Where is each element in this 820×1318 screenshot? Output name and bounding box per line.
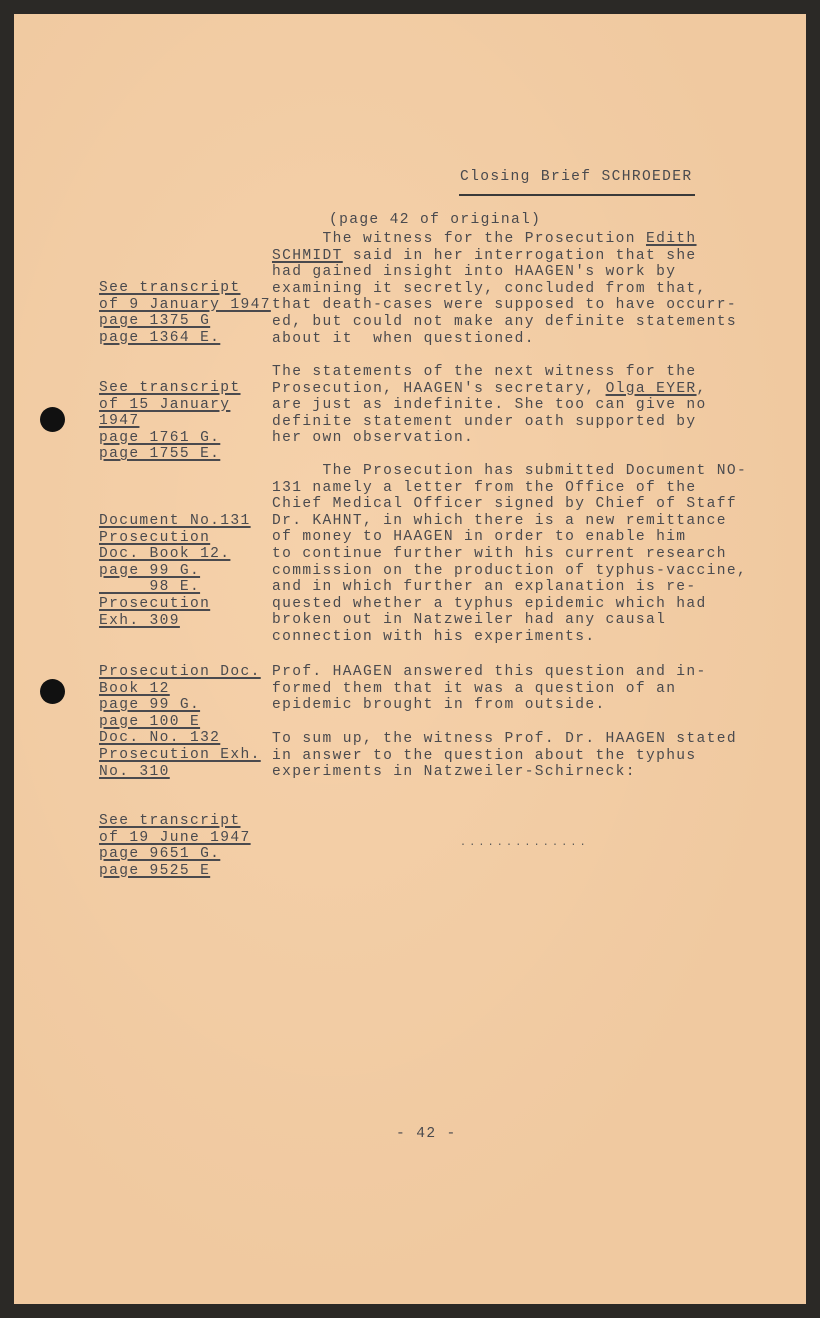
reference-line: page 1761 G. (99, 429, 221, 446)
text-line (272, 281, 737, 298)
text-line (272, 546, 747, 563)
text-line (272, 596, 747, 613)
text-line (272, 248, 737, 265)
text-segment: said in her interrogation that she (342, 247, 697, 264)
text-segment: about it when questioned. (272, 330, 535, 347)
text-line (272, 331, 737, 348)
text-line (272, 764, 737, 781)
text-segment: are just as indefinite. She too can give no (272, 397, 707, 414)
reference-line: page 1375 G (99, 313, 211, 330)
reference-line: Prosecution (99, 595, 211, 612)
margin-reference-note (99, 813, 251, 879)
reference-line: See transcript (99, 813, 241, 829)
omission-ellipsis: .............. (460, 838, 589, 849)
reference-line: Document No.131 (99, 513, 251, 529)
text-segment: formed them that it was a question of an (272, 680, 677, 697)
reference-line: Book 12 (99, 680, 170, 697)
reference-line: See transcript (99, 280, 241, 296)
text-segment: quested whether a typhus epidemic which had (272, 595, 707, 612)
reference-line: No. 310 (99, 763, 170, 780)
body-paragraph (272, 664, 707, 714)
text-segment: 131 namely a letter from the Office of the (272, 479, 697, 496)
punch-hole (40, 679, 65, 704)
text-segment: examining it secretly, concluded from that, (272, 280, 707, 297)
original-page-reference: (page 42 of original) (329, 212, 542, 228)
text-line (272, 231, 737, 248)
reference-line: 98 E. (99, 579, 201, 596)
punch-hole (40, 407, 65, 432)
text-segment: of money to HAAGEN in order to enable him (272, 529, 687, 546)
text-segment: Chief Medical Officer signed by Chief of Staff (272, 496, 737, 513)
document-title: Closing Brief SCHROEDER (460, 169, 693, 185)
text-line (272, 297, 737, 314)
text-segment: her own observation. (272, 430, 475, 447)
text-segment: broken out in Natzweiler had any causal (272, 612, 667, 629)
reference-line: of 9 January 1947 (99, 296, 271, 313)
text-line (272, 430, 707, 447)
text-segment: Prof. HAAGEN answered this question and in- (272, 664, 707, 680)
text-line (272, 414, 707, 431)
reference-line: of 19 June 1947 (99, 829, 251, 846)
reference-line: Doc. Book 12. (99, 546, 231, 563)
reference-line: 1947 (99, 413, 140, 430)
text-segment: To sum up, the witness Prof. Dr. HAAGEN stated (272, 731, 737, 747)
reference-line: page 9651 G. (99, 846, 221, 863)
underlined-name: SCHMIDT (272, 247, 343, 264)
text-line (272, 463, 747, 480)
text-segment: Dr. KAHNT, in which there is a new remittance (272, 512, 727, 529)
text-line (272, 664, 707, 681)
text-line (272, 480, 747, 497)
text-line (272, 748, 737, 765)
reference-line: See transcript (99, 380, 241, 396)
document-page (14, 14, 806, 1304)
reference-line: Doc. No. 132 (99, 730, 221, 747)
text-line (272, 697, 707, 714)
text-segment: , (696, 380, 707, 397)
text-segment: ed, but could not make any definite statements (272, 313, 737, 330)
text-line (272, 381, 707, 398)
reference-line: page 1755 E. (99, 446, 221, 463)
text-line (272, 513, 747, 530)
reference-line: page 99 G. (99, 562, 201, 579)
text-segment: that death-cases were supposed to have occurr- (272, 297, 737, 314)
text-line (272, 529, 747, 546)
text-line (272, 563, 747, 580)
underlined-name: Olga EYER (605, 380, 697, 397)
reference-line: page 1364 E. (99, 329, 221, 346)
text-segment: connection with his experiments. (272, 628, 596, 645)
reference-line: Exh. 309 (99, 612, 180, 629)
text-segment: The statements of the next witness for the (272, 364, 697, 380)
text-line (272, 496, 747, 513)
text-segment: epidemic brought in from outside. (272, 697, 606, 714)
margin-reference-note (99, 664, 261, 780)
text-segment: and in which further an explanation is re- (272, 579, 697, 596)
text-line (272, 314, 737, 331)
text-segment: to continue further with his current research (272, 545, 727, 562)
text-segment: The witness for the Prosecution (272, 231, 646, 247)
margin-reference-note (99, 380, 241, 463)
text-segment: The Prosecution has submitted Document NO- (272, 463, 748, 479)
text-segment: in answer to the question about the typhus (272, 747, 697, 764)
text-line (272, 397, 707, 414)
text-segment: definite statement under oath supported by (272, 413, 697, 430)
text-line (272, 612, 747, 629)
text-segment: had gained insight into HAAGEN's work by (272, 264, 677, 281)
title-underline (459, 194, 695, 196)
margin-reference-note (99, 280, 271, 346)
text-line (272, 264, 737, 281)
text-segment: Prosecution, HAAGEN's secretary, (272, 380, 606, 397)
reference-line: Prosecution Exh. (99, 746, 261, 763)
body-paragraph (272, 463, 747, 646)
page-number: - 42 - (396, 1126, 457, 1142)
margin-reference-note (99, 513, 251, 629)
body-paragraph (272, 231, 737, 347)
text-segment: experiments in Natzweiler-Schirneck: (272, 764, 636, 781)
text-line (272, 579, 747, 596)
reference-line: page 9525 E (99, 862, 211, 879)
reference-line: page 99 G. (99, 697, 201, 714)
reference-line: page 100 E (99, 713, 201, 730)
reference-line: of 15 January (99, 396, 231, 413)
body-paragraph (272, 364, 707, 447)
text-line (272, 681, 707, 698)
text-line (272, 364, 707, 381)
reference-line: Prosecution (99, 529, 211, 546)
body-paragraph (272, 731, 737, 781)
text-segment: commission on the production of typhus-vaccine, (272, 562, 748, 579)
text-line (272, 731, 737, 748)
underlined-name: Edith (645, 231, 697, 247)
text-line (272, 629, 747, 646)
reference-line: Prosecution Doc. (99, 664, 261, 680)
